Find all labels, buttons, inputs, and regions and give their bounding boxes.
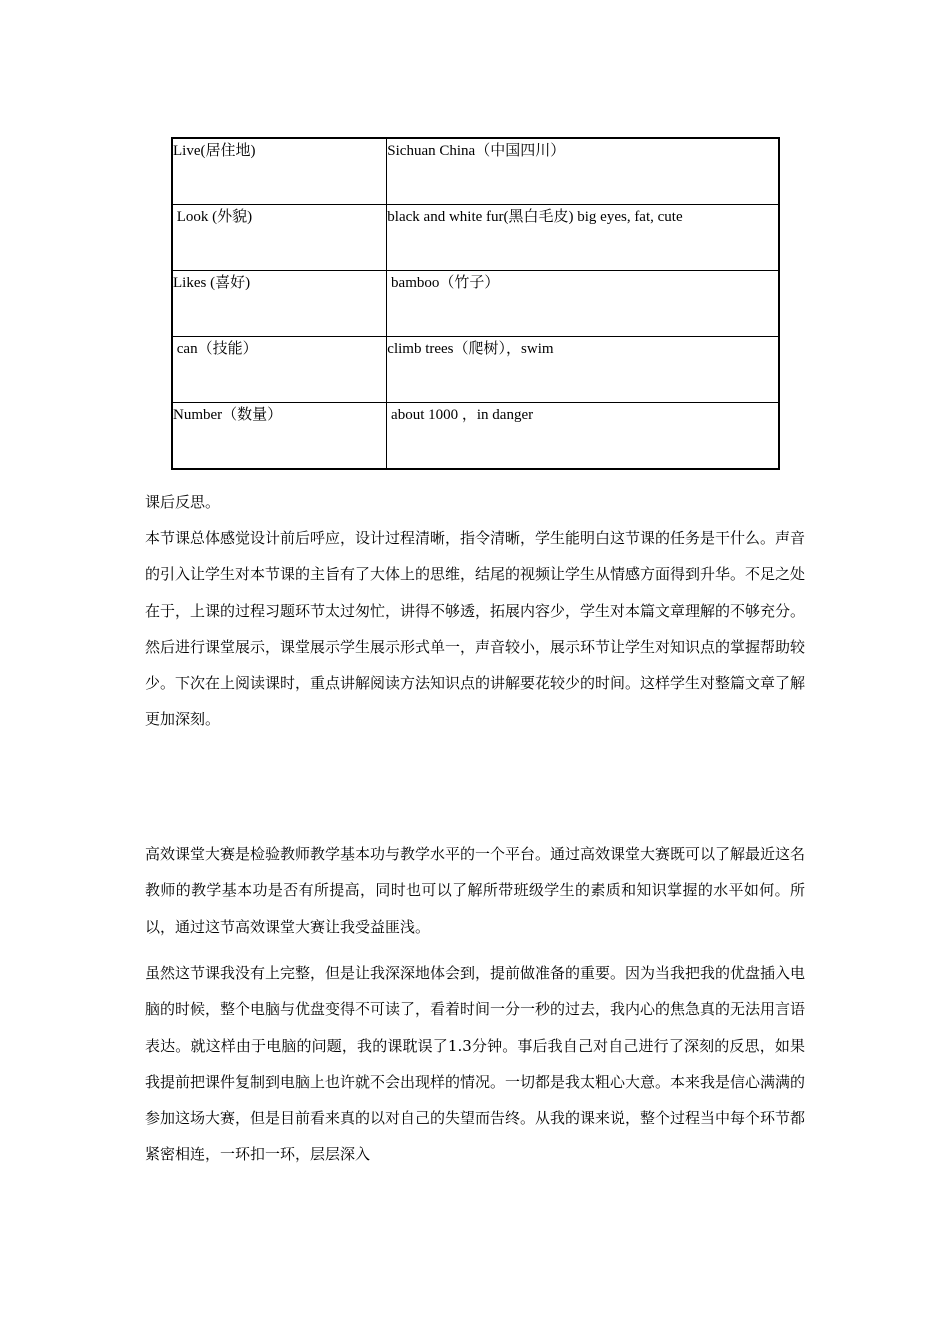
table-row	[172, 337, 779, 403]
row-label-likes: Likes (喜好)	[172, 271, 387, 337]
table-row	[172, 403, 779, 470]
reflection-paragraph-2: 高效课堂大赛是检验教师教学基本功与教学水平的一个平台。通过高效课堂大赛既可以了解最近这名教师的教学基本功是否有所提高，同时也可以了解所带班级学生的素质和知识掌握的水平如何。所以，通过这节高效课堂大赛让我受益匪浅。	[145, 845, 806, 936]
row-value-live: Sichuan China（中国四川）	[387, 138, 779, 205]
reflection-paragraph-3: 虽然这节课我没有上完整，但是让我深深地体会到，提前做准备的重要。因为当我把我的优盘插入电脑的时候，整个电脑与优盘变得不可读了，看着时间一分一秒的过去，我内心的焦急真的无法用言语表达。就这样由于电脑的问题，我的课耽误了1.3分钟。事后我自己对自己进行了深刻的反思，如果我提前把课件复制到电脑上也许就不会出现样的情况。一切都是我太粗心大意。本来我是信心满满的参加这场大赛，但是目前看来真的以对自己的失望而告终。从我的课来说，整个过程当中每个环节都紧密相连，一环扣一环，层层深入	[145, 964, 806, 1164]
table-row	[172, 138, 779, 205]
row-label-look: Look (外貌)	[172, 205, 387, 271]
row-label-live: Live(居住地)	[172, 138, 387, 205]
panda-info-table	[171, 137, 780, 470]
row-value-number: about 1000 ，in danger	[387, 403, 779, 470]
reflection-paragraph-1: 本节课总体感觉设计前后呼应，设计过程清晰，指令清晰，学生能明白这节课的任务是干什么。声音的引入让学生对本节课的主旨有了大体上的思维，结尾的视频让学生从情感方面得到升华。不足之处在于，上课的过程习题环节太过匆忙，讲得不够透，拓展内容少，学生对本篇文章理解的不够充分。然后进行课堂展示，课堂展示学生展示形式单一，声音较小，展示环节让学生对知识点的掌握帮助较少。下次在上阅读课时，重点讲解阅读方法知识点的讲解要花较少的时间。这样学生对整篇文章了解更加深刻。	[145, 529, 806, 729]
row-value-likes: bamboo（竹子）	[387, 271, 779, 337]
reflection-heading: 课后反思。	[145, 493, 221, 511]
table-row	[172, 271, 779, 337]
table-row	[172, 205, 779, 271]
row-value-can: climb trees（爬树），swim	[387, 337, 779, 403]
row-value-look: black and white fur(黑白毛皮) big eyes, fat, cute	[387, 205, 779, 271]
row-label-can: can（技能）	[172, 337, 387, 403]
row-label-number: Number（数量）	[172, 403, 387, 470]
